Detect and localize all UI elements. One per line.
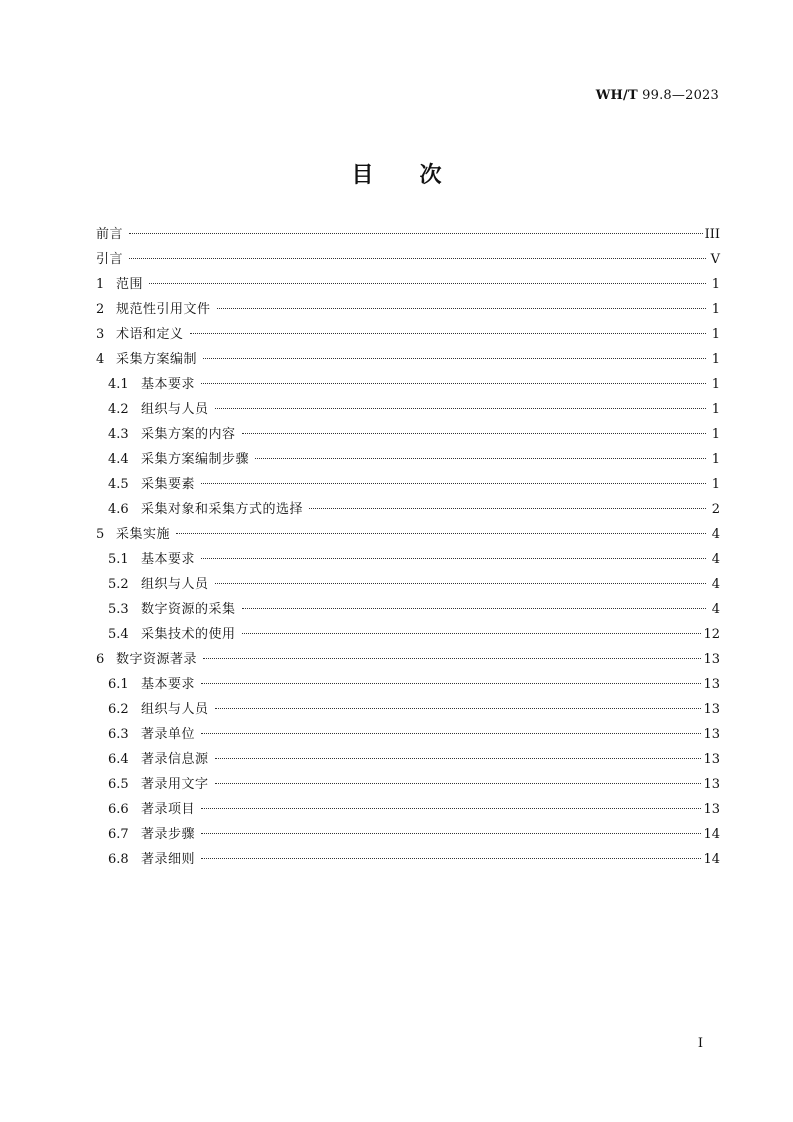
toc-entry[interactable] bbox=[96, 847, 720, 872]
toc-entry-label: 采集方案编制 bbox=[116, 352, 198, 367]
toc-entry[interactable] bbox=[96, 422, 720, 447]
toc-dot-leader bbox=[215, 783, 702, 784]
toc-entry-label: 术语和定义 bbox=[116, 327, 184, 342]
toc-entry-number: 5 bbox=[96, 527, 105, 542]
toc-entry[interactable] bbox=[96, 497, 720, 522]
toc-dot-leader bbox=[203, 358, 706, 359]
toc-entry[interactable] bbox=[96, 397, 720, 422]
toc-dot-leader bbox=[242, 433, 706, 434]
toc-dot-leader bbox=[242, 633, 702, 634]
toc-entry-page: 14 bbox=[703, 827, 720, 842]
toc-entry-label: 基本要求 bbox=[141, 677, 196, 692]
toc-entry-label: 数字资源著录 bbox=[116, 652, 198, 667]
toc-entry-number: 6.2 bbox=[108, 702, 129, 717]
toc-entry-page: 13 bbox=[703, 802, 720, 817]
toc-entry[interactable] bbox=[96, 822, 720, 847]
toc-dot-leader bbox=[309, 508, 706, 509]
toc-entry[interactable] bbox=[96, 797, 720, 822]
toc-entry-number: 4.2 bbox=[108, 402, 129, 417]
toc-entry[interactable] bbox=[96, 547, 720, 572]
toc-entry-label: 采集方案编制步骤 bbox=[141, 452, 250, 467]
toc-dot-leader bbox=[201, 383, 706, 384]
toc-dot-leader bbox=[176, 533, 706, 534]
toc-entry[interactable] bbox=[96, 722, 720, 747]
toc-entry[interactable] bbox=[96, 472, 720, 497]
toc-dot-leader bbox=[201, 483, 706, 484]
toc-entry-label: 采集实施 bbox=[116, 527, 171, 542]
toc-entry-number: 4.4 bbox=[108, 452, 129, 467]
toc-entry[interactable] bbox=[96, 747, 720, 772]
toc-entry[interactable] bbox=[96, 297, 720, 322]
toc-entry[interactable] bbox=[96, 647, 720, 672]
toc-entry-number: 6.3 bbox=[108, 727, 129, 742]
toc-dot-leader bbox=[215, 708, 702, 709]
toc-entry-label: 组织与人员 bbox=[141, 577, 209, 592]
toc-entry-number: 4 bbox=[96, 352, 105, 367]
toc-entry-page: 1 bbox=[711, 277, 720, 292]
toc-entry[interactable] bbox=[96, 322, 720, 347]
toc-entry-page: 2 bbox=[711, 502, 720, 517]
toc-entry[interactable] bbox=[96, 372, 720, 397]
toc-entry-number: 6.8 bbox=[108, 852, 129, 867]
toc-dot-leader bbox=[203, 658, 701, 659]
toc-entry[interactable] bbox=[96, 572, 720, 597]
toc-entry-number: 4.1 bbox=[108, 377, 129, 392]
toc-entry-number: 6.5 bbox=[108, 777, 129, 792]
toc-entry-page: 1 bbox=[711, 302, 720, 317]
toc-entry[interactable] bbox=[96, 272, 720, 297]
toc-entry[interactable] bbox=[96, 447, 720, 472]
toc-entry-number: 6.6 bbox=[108, 802, 129, 817]
toc-entry-number: 3 bbox=[96, 327, 105, 342]
toc-entry-label: 采集技术的使用 bbox=[141, 627, 236, 642]
toc-entry[interactable] bbox=[96, 597, 720, 622]
toc-entry-page: 13 bbox=[703, 752, 720, 767]
toc-dot-leader bbox=[215, 408, 706, 409]
toc-entry-page: 1 bbox=[711, 327, 720, 342]
toc-dot-leader bbox=[215, 583, 706, 584]
toc-entry-label: 著录信息源 bbox=[141, 752, 209, 767]
toc-entry-page: 1 bbox=[711, 402, 720, 417]
toc-entry-page: 1 bbox=[711, 477, 720, 492]
toc-dot-leader bbox=[217, 308, 706, 309]
standard-code bbox=[596, 88, 719, 103]
toc-dot-leader bbox=[255, 458, 706, 459]
toc-entry-label: 著录用文字 bbox=[141, 777, 209, 792]
page-number: I bbox=[697, 1036, 703, 1051]
toc-dot-leader bbox=[129, 233, 703, 234]
toc-entry-page: 13 bbox=[703, 677, 720, 692]
toc-entry-number: 6.4 bbox=[108, 752, 129, 767]
toc-entry-label: 规范性引用文件 bbox=[116, 302, 211, 317]
toc-entry-page: 13 bbox=[703, 652, 720, 667]
toc-entry-label: 采集要素 bbox=[141, 477, 196, 492]
toc-entry-page: 4 bbox=[711, 577, 720, 592]
toc-dot-leader bbox=[129, 258, 706, 259]
toc-dot-leader bbox=[201, 733, 701, 734]
toc-entry-page: 14 bbox=[703, 852, 720, 867]
toc-entry-page: 13 bbox=[703, 777, 720, 792]
toc-entry-number: 6 bbox=[96, 652, 105, 667]
toc-entry[interactable] bbox=[96, 672, 720, 697]
toc-entry-label: 基本要求 bbox=[141, 377, 196, 392]
toc-entry-page: 1 bbox=[711, 352, 720, 367]
toc-entry-label: 著录步骤 bbox=[141, 827, 196, 842]
toc-entry-label: 著录细则 bbox=[141, 852, 196, 867]
table-of-contents bbox=[96, 222, 720, 872]
toc-entry-page: 4 bbox=[711, 552, 720, 567]
toc-entry-label: 采集方案的内容 bbox=[141, 427, 236, 442]
toc-entry-label: 组织与人员 bbox=[141, 402, 209, 417]
toc-entry-number: 5.2 bbox=[108, 577, 129, 592]
toc-entry-number: 1 bbox=[96, 277, 105, 292]
toc-dot-leader bbox=[201, 808, 701, 809]
toc-entry[interactable] bbox=[96, 222, 720, 247]
toc-entry-label: 引言 bbox=[96, 252, 124, 267]
toc-entry-number: 5.1 bbox=[108, 552, 129, 567]
toc-entry[interactable] bbox=[96, 247, 720, 272]
toc-entry[interactable] bbox=[96, 622, 720, 647]
toc-dot-leader bbox=[190, 333, 706, 334]
toc-entry-label: 基本要求 bbox=[141, 552, 196, 567]
toc-entry[interactable] bbox=[96, 772, 720, 797]
toc-dot-leader bbox=[201, 833, 701, 834]
toc-entry[interactable] bbox=[96, 697, 720, 722]
toc-dot-leader bbox=[242, 608, 706, 609]
toc-entry-label: 著录单位 bbox=[141, 727, 196, 742]
toc-entry-page: 1 bbox=[711, 377, 720, 392]
toc-entry-page: 13 bbox=[703, 702, 720, 717]
standard-code-prefix: WH/T bbox=[595, 88, 638, 103]
toc-entry-number: 6.1 bbox=[108, 677, 129, 692]
toc-entry-number: 6.7 bbox=[108, 827, 129, 842]
toc-entry-number: 5.4 bbox=[108, 627, 129, 642]
toc-dot-leader bbox=[201, 683, 701, 684]
toc-entry-label: 著录项目 bbox=[141, 802, 196, 817]
toc-entry[interactable] bbox=[96, 522, 720, 547]
toc-dot-leader bbox=[201, 558, 706, 559]
toc-entry-number: 2 bbox=[96, 302, 105, 317]
toc-entry-label: 范围 bbox=[116, 277, 144, 292]
toc-entry-label: 前言 bbox=[96, 227, 124, 242]
toc-entry-label: 组织与人员 bbox=[141, 702, 209, 717]
toc-entry-label: 数字资源的采集 bbox=[141, 602, 236, 617]
toc-entry-page: III bbox=[704, 227, 720, 242]
toc-entry-number: 5.3 bbox=[108, 602, 129, 617]
page-title: 目次 bbox=[351, 162, 488, 188]
toc-entry-label: 采集对象和采集方式的选择 bbox=[141, 502, 304, 517]
standard-code-number: 99.8—2023 bbox=[637, 88, 719, 103]
toc-entry-page: 1 bbox=[711, 452, 720, 467]
toc-entry-page: V bbox=[710, 252, 720, 267]
toc-entry-number: 4.6 bbox=[108, 502, 129, 517]
toc-entry[interactable] bbox=[96, 347, 720, 372]
toc-entry-page: 4 bbox=[711, 527, 720, 542]
toc-entry-page: 1 bbox=[711, 427, 720, 442]
toc-dot-leader bbox=[215, 758, 702, 759]
toc-entry-number: 4.5 bbox=[108, 477, 129, 492]
toc-entry-number: 4.3 bbox=[108, 427, 129, 442]
toc-dot-leader bbox=[149, 283, 706, 284]
toc-dot-leader bbox=[201, 858, 701, 859]
toc-entry-page: 4 bbox=[711, 602, 720, 617]
toc-entry-page: 13 bbox=[703, 727, 720, 742]
toc-entry-page: 12 bbox=[703, 627, 720, 642]
